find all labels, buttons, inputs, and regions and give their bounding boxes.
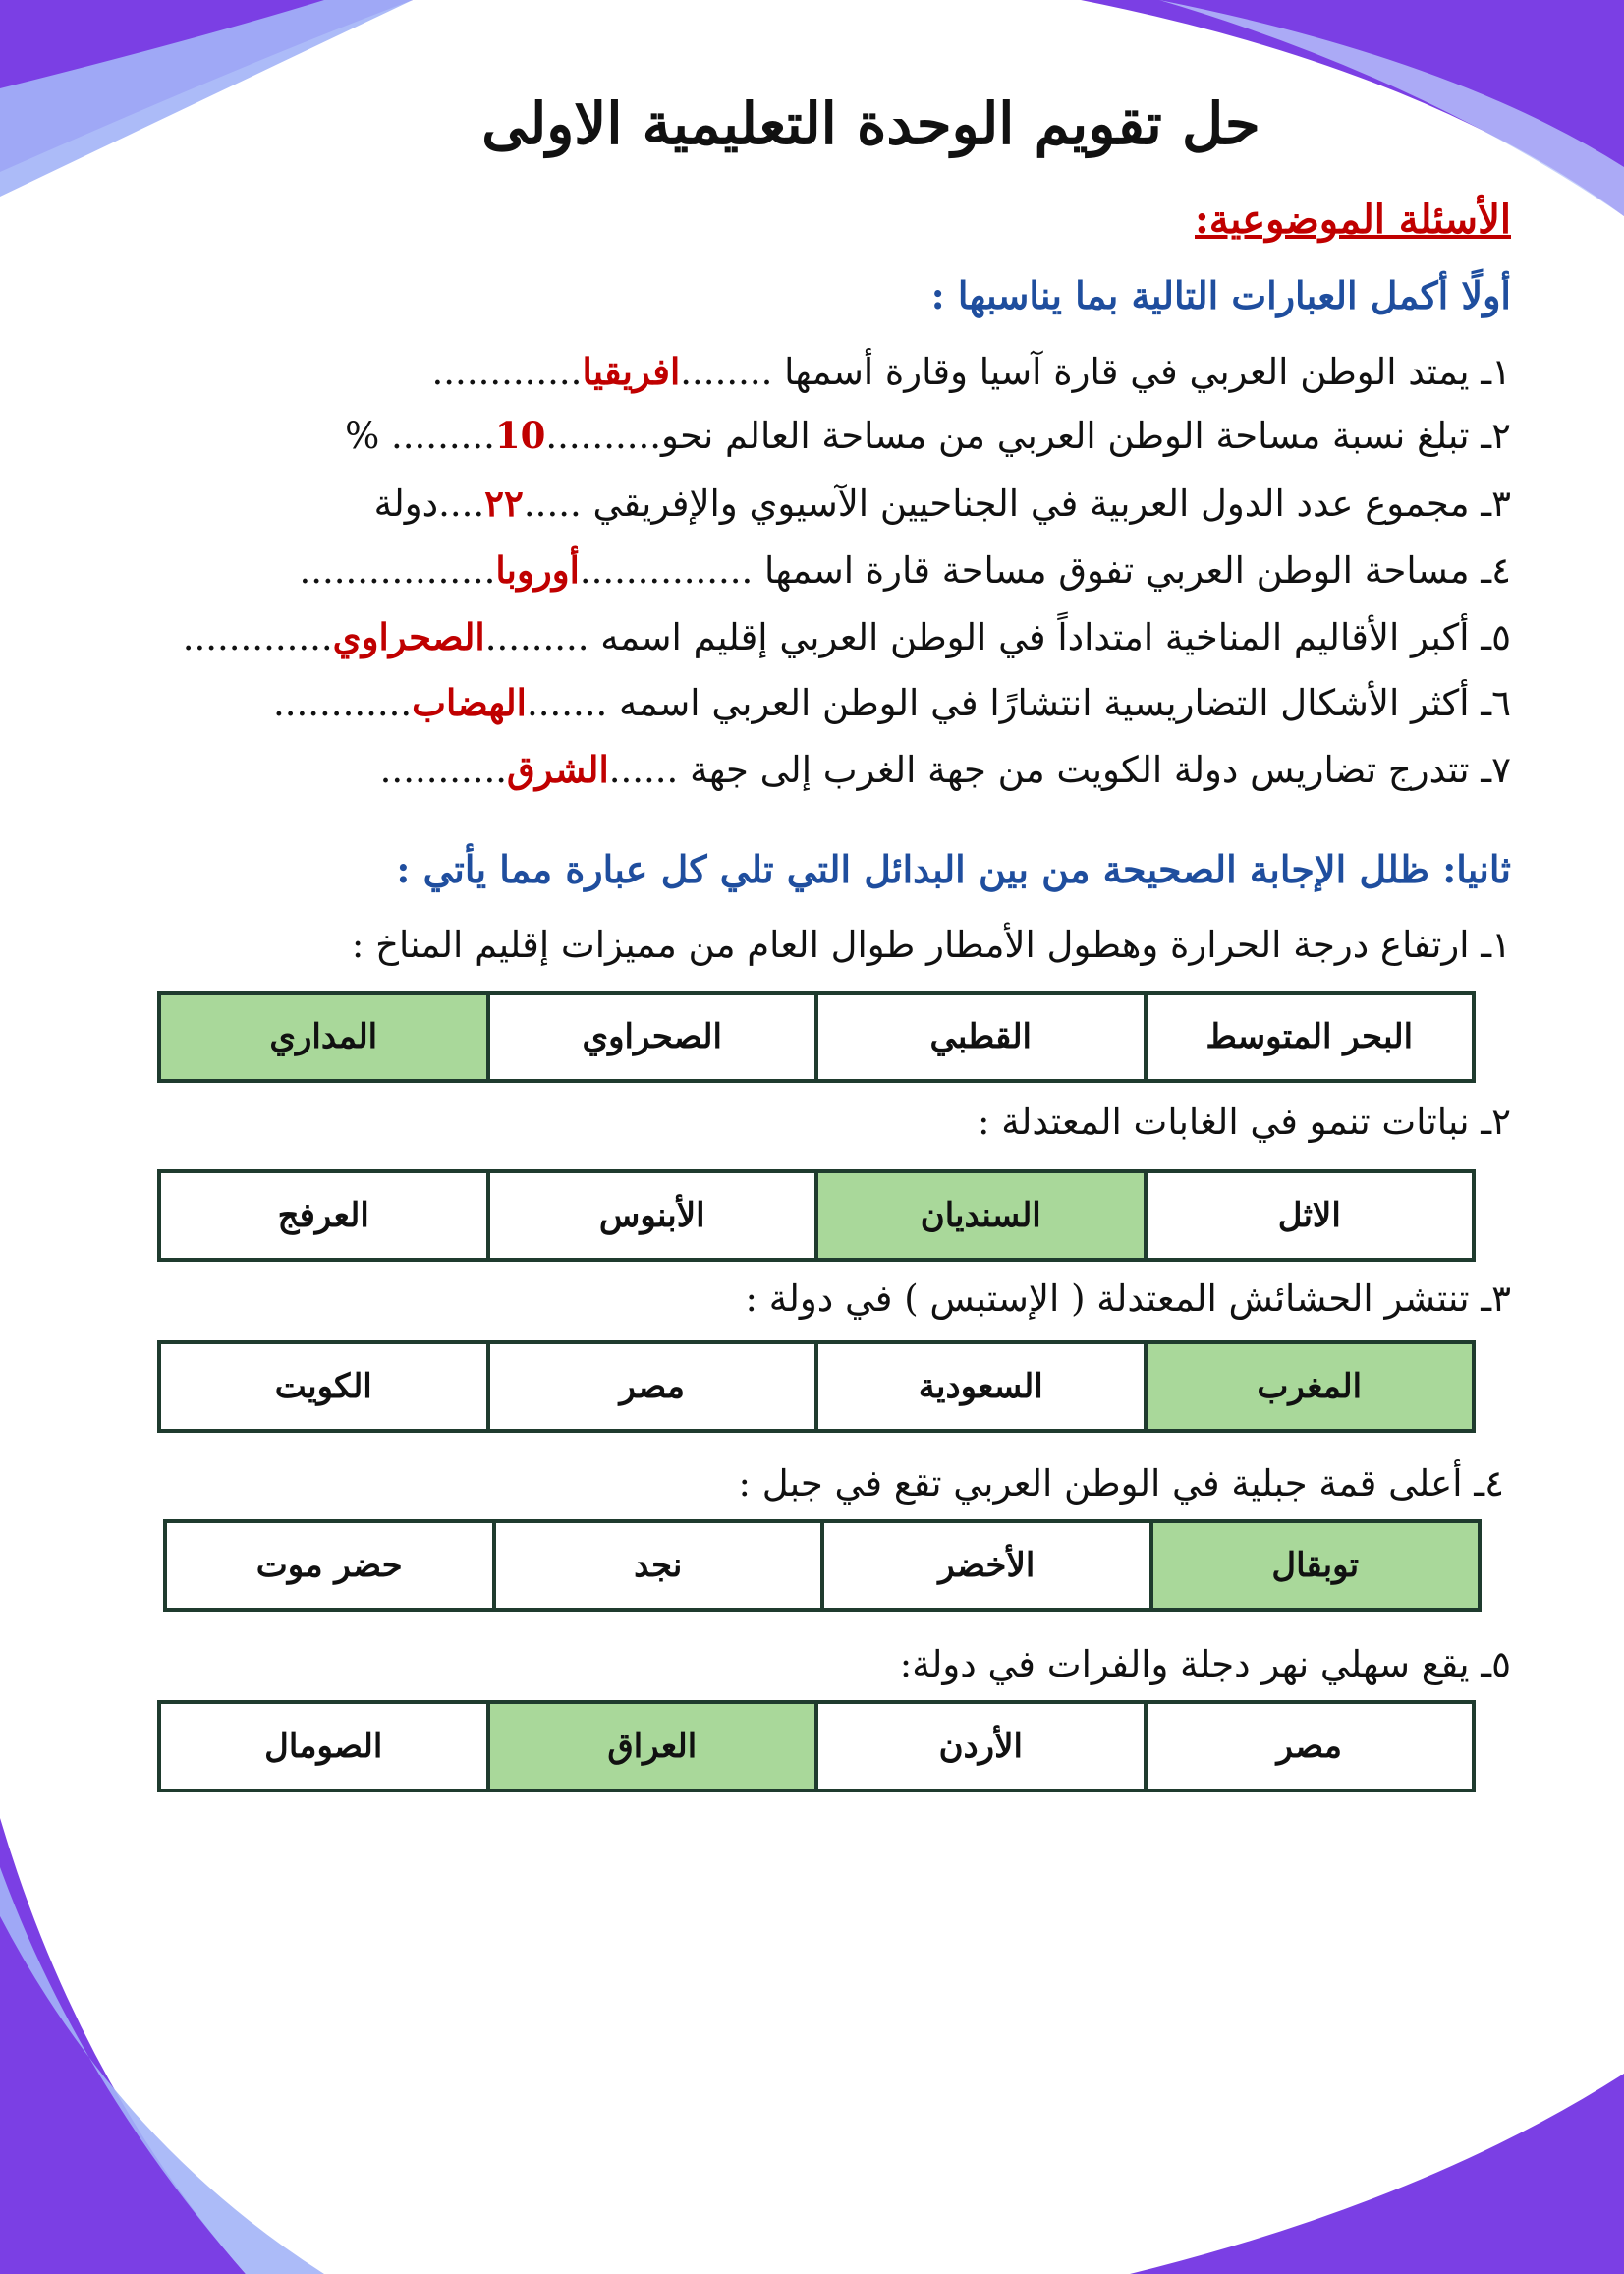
fill-item xyxy=(273,678,1511,728)
option-cell[interactable]: السعودية xyxy=(816,1342,1146,1431)
item-answer: الصحراوي xyxy=(332,615,485,658)
options-table xyxy=(157,1700,1476,1792)
item-trailing: ......... % xyxy=(345,415,495,457)
item-answer: ٢٢ xyxy=(484,482,524,525)
option-cell[interactable]: الصحراوي xyxy=(488,993,817,1081)
options-table xyxy=(157,1340,1476,1433)
item-answer: افريقيا xyxy=(582,350,681,393)
item-answer: أوروبا xyxy=(495,548,580,592)
item-text: ١ـ يمتد الوطن العربي في قارة آسيا وقارة أسمها ........ xyxy=(680,351,1511,393)
item-answer: الهضاب xyxy=(412,681,527,724)
option-cell[interactable]: العرفج xyxy=(159,1171,488,1260)
option-cell[interactable]: القطبي xyxy=(816,993,1146,1081)
option-cell-selected[interactable]: المغرب xyxy=(1146,1342,1475,1431)
item-trailing: ............. xyxy=(431,351,583,393)
question-text: ٣ـ تنتشر الحشائش المعتدلة ( الإستبس ) في دولة : xyxy=(745,1278,1511,1320)
option-cell[interactable]: الأردن xyxy=(816,1702,1146,1791)
option-cell-selected[interactable]: توبقال xyxy=(1151,1521,1481,1610)
item-text: ٦ـ أكثر الأشكال التضاريسية انتشارًا في الوطن العربي اسمه ....... xyxy=(526,682,1511,724)
option-cell[interactable]: الصومال xyxy=(159,1702,488,1791)
section-1-heading: أولًا أكمل العبارات التالية بما يناسبها : xyxy=(930,273,1511,317)
option-cell[interactable]: الأبنوس xyxy=(488,1171,817,1260)
fill-item xyxy=(345,411,1511,461)
item-answer: الشرق xyxy=(507,748,609,791)
item-text: ٧ـ تتدرج تضاريس دولة الكويت من جهة الغرب إلى جهة ...... xyxy=(608,749,1511,791)
item-text: ٢ـ تبلغ نسبة مساحة الوطن العربي من مساحة العالم نحو.......... xyxy=(545,415,1511,457)
item-text: ٣ـ مجموع عدد الدول العربية في الجناحيين الآسيوي والإفريقي ..... xyxy=(523,483,1511,525)
option-cell[interactable]: الكويت xyxy=(159,1342,488,1431)
option-cell-selected[interactable]: السنديان xyxy=(816,1171,1146,1260)
question-text: ٤ـ أعلى قمة جبلية في الوطن العربي تقع في جبل : xyxy=(738,1462,1504,1505)
item-text: ٤ـ مساحة الوطن العربي تفوق مساحة قارة اسمها ............... xyxy=(579,549,1511,592)
item-trailing: ................. xyxy=(299,549,496,592)
question-text: ٢ـ نباتات تنمو في الغابات المعتدلة : xyxy=(978,1101,1511,1143)
options-table xyxy=(157,991,1476,1083)
bottom-right-wave-purple xyxy=(1130,2074,1624,2274)
question-text: ١ـ ارتفاع درجة الحرارة وهطول الأمطار طوال العام من مميزات إقليم المناخ : xyxy=(351,924,1511,966)
fill-item xyxy=(299,545,1511,596)
fill-item xyxy=(380,745,1511,795)
option-cell[interactable]: حضر موت xyxy=(165,1521,494,1610)
fill-item xyxy=(432,347,1511,397)
option-cell[interactable]: مصر xyxy=(1146,1702,1475,1791)
section-2-heading: ثانيا: ظلل الإجابة الصحيحة من بين البدائل التي تلي كل عبارة مما يأتي : xyxy=(396,847,1511,891)
option-cell[interactable]: مصر xyxy=(488,1342,817,1431)
item-trailing: ....دولة xyxy=(373,483,485,525)
fill-item xyxy=(374,479,1511,529)
option-cell-selected[interactable]: العراق xyxy=(488,1702,817,1791)
options-table xyxy=(163,1519,1482,1612)
page-title: حل تقويم الوحدة التعليمية الاولى xyxy=(481,90,1260,157)
item-answer: 10 xyxy=(494,414,546,457)
options-table xyxy=(157,1169,1476,1262)
option-cell-selected[interactable]: المداري xyxy=(159,993,488,1081)
item-trailing: ............. xyxy=(182,616,333,658)
option-cell[interactable]: نجد xyxy=(494,1521,823,1610)
objective-questions-heading: الأسئلة الموضوعية: xyxy=(1195,197,1511,243)
option-cell[interactable]: الاثل xyxy=(1146,1171,1475,1260)
item-text: ٥ـ أكبر الأقاليم المناخية امتداداً في الوطن العربي إقليم اسمه ......... xyxy=(484,616,1511,658)
fill-item xyxy=(183,612,1511,662)
item-trailing: ............ xyxy=(273,682,413,724)
option-cell[interactable]: الأخضر xyxy=(822,1521,1151,1610)
item-trailing: ........... xyxy=(379,749,508,791)
option-cell[interactable]: البحر المتوسط xyxy=(1146,993,1475,1081)
question-text: ٥ـ يقع سهلي نهر دجلة والفرات في دولة: xyxy=(899,1643,1511,1685)
